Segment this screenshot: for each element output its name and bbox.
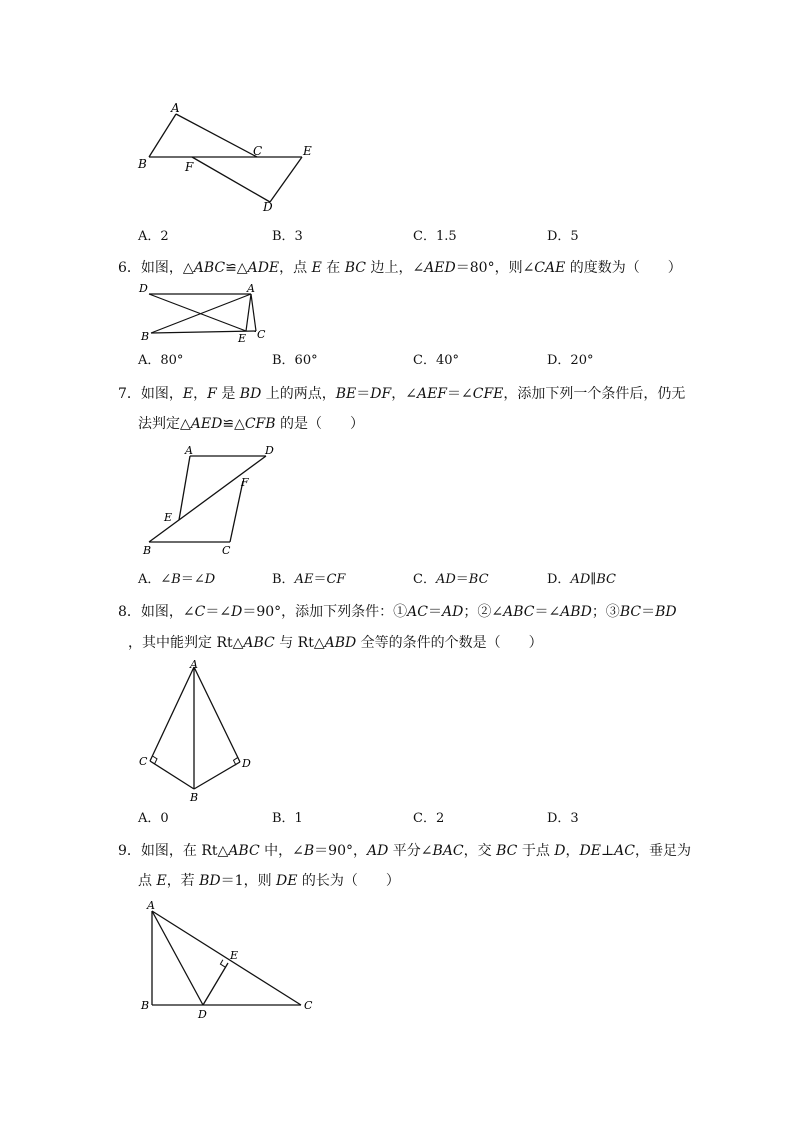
q7-label-e: E [164, 511, 173, 524]
q6-number: 6． [118, 260, 141, 276]
q7-stem-line2: 法判定△AED≌△CFB 的是（ ） [138, 416, 365, 432]
q7-option-a[interactable]: A．∠B＝∠D [138, 572, 216, 587]
q5-label-f: F [185, 160, 194, 174]
q7-label-b: B [143, 544, 152, 557]
q6-option-d[interactable]: D．20° [547, 353, 594, 368]
q8-option-d[interactable]: D．3 [547, 811, 579, 826]
q5-figure [130, 98, 330, 216]
q6-label-c: C [257, 328, 266, 341]
q9-stem-line1: 9．如图，在 Rt△ABC 中，∠B＝90°，AD 平分∠BAC，交 BC 于点 D，DE⊥AC，垂足为 [118, 843, 691, 859]
q5-option-b[interactable]: B．3 [272, 229, 303, 244]
q9-label-e: E [230, 949, 239, 962]
q8-label-a: A [190, 658, 198, 671]
q8-label-b: B [190, 791, 199, 804]
q7-label-d: D [265, 444, 274, 457]
q6-label-b: B [141, 330, 150, 343]
q7-option-d[interactable]: D．AD∥BC [547, 572, 617, 587]
q6-option-b[interactable]: B．60° [272, 353, 318, 368]
q8-stem-line2: ，其中能判定 Rt△ABC 与 Rt△ABD 全等的条件的个数是（ ） [128, 635, 543, 651]
q8-option-a[interactable]: A．0 [138, 811, 169, 826]
q5-label-b: B [138, 157, 147, 171]
q8-option-b[interactable]: B．1 [272, 811, 303, 826]
q6-figure [135, 281, 275, 345]
q7-label-a: A [185, 444, 193, 457]
q6-option-a[interactable]: A．80° [138, 353, 184, 368]
q8-figure [130, 656, 260, 806]
q8-number: 8． [118, 604, 141, 620]
q5-label-a: A [171, 101, 180, 115]
q7-option-b[interactable]: B．AE＝CF [272, 572, 346, 587]
q9-stem-line2: 点 E，若 BD＝1，则 DE 的长为（ ） [138, 873, 400, 889]
q9-number: 9． [118, 843, 141, 859]
q7-number: 7． [118, 386, 141, 402]
q8-label-d: D [242, 757, 251, 770]
q5-option-d[interactable]: D．5 [547, 229, 579, 244]
q8-label-c: C [139, 755, 148, 768]
q6-option-c[interactable]: C．40° [413, 353, 459, 368]
q6-label-d: D [139, 282, 148, 295]
q9-label-c: C [304, 999, 313, 1012]
q5-label-d: D [263, 200, 273, 214]
q7-label-f: F [241, 476, 249, 489]
q5-option-c[interactable]: C．1.5 [413, 229, 457, 244]
q9-label-b: B [141, 999, 150, 1012]
q5-option-a[interactable]: A．2 [138, 229, 169, 244]
q7-stem-line1: 7．如图，E，F 是 BD 上的两点，BE＝DF，∠AEF＝∠CFE，添加下列一个条件后，仍无 [118, 386, 686, 402]
q7-label-c: C [222, 544, 231, 557]
q9-label-a: A [147, 899, 155, 912]
q6-label-a: A [247, 282, 255, 295]
q6-stem: 6．如图，△ABC≌△ADE，点 E 在 BC 边上，∠AED＝80°，则∠CAE 的度数为（ ） [118, 260, 682, 276]
q5-label-c: C [253, 144, 263, 158]
q9-figure [135, 896, 325, 1022]
q6-label-e: E [238, 332, 247, 345]
q7-option-c[interactable]: C．AD＝BC [413, 572, 489, 587]
q8-stem-line1: 8．如图，∠C＝∠D＝90°，添加下列条件：①AC＝AD；②∠ABC＝∠ABD；③BC＝BD [118, 604, 677, 620]
q7-figure [135, 441, 285, 561]
q8-option-c[interactable]: C．2 [413, 811, 445, 826]
q5-label-e: E [303, 144, 312, 158]
q9-label-d: D [198, 1008, 207, 1021]
